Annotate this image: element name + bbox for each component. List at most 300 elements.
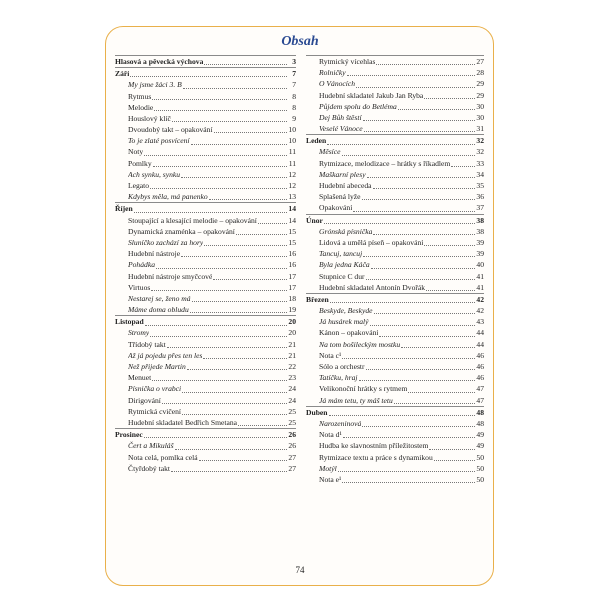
entry-page-number: 25 [288,417,296,427]
entry-title: Dej Bůh štěstí [319,112,362,122]
dot-leader [190,312,287,313]
entry-title: Rytmizace textu a práce s dynamikou [319,452,433,462]
toc-entry[interactable] [115,372,296,383]
dot-leader [144,155,287,156]
entry-title: Rytmický vícehlas [319,56,376,66]
toc-entry[interactable] [306,339,484,350]
entry-page-number: 22 [288,362,296,372]
entry-page-number: 46 [476,373,484,383]
dot-leader [342,155,475,156]
entry-title: Menuet [128,373,152,383]
entry-title: Veselé Vánoce [319,124,363,134]
dot-leader [327,144,475,145]
toc-entry[interactable] [115,304,296,315]
entry-page-number: 44 [476,328,484,338]
toc-section [115,202,296,315]
entry-title: Grónská písnička [319,226,373,236]
page-title: Obsah [281,34,319,49]
toc-entry[interactable] [115,113,296,124]
entry-title: Rytmizace, melodizace – hrátky s říkadlem [319,158,451,168]
toc-entry[interactable] [115,361,296,372]
entry-page-number: 11 [288,147,296,157]
entry-page-number: 46 [476,350,484,360]
toc-section-heading[interactable] [115,67,296,79]
toc-entry[interactable] [306,259,484,270]
entry-title: Hudba ke slavnostním příležitostem [319,441,429,451]
toc-entry[interactable] [115,417,296,428]
dot-leader [429,449,475,450]
entry-page-number: 49 [476,441,484,451]
toc-section [306,293,484,406]
dot-leader [408,392,475,393]
toc-section [115,428,296,474]
section-page-number: 3 [292,56,296,66]
entry-page-number: 7 [292,80,296,90]
toc-entry[interactable] [306,429,484,440]
dot-leader [426,290,475,291]
dot-leader [379,336,475,337]
toc-entry[interactable] [115,158,296,169]
dot-leader [373,188,476,189]
entry-page-number: 23 [288,373,296,383]
dot-leader [152,99,287,100]
entry-title: Legato [128,181,150,191]
dot-leader [398,109,475,110]
dot-leader [150,188,287,189]
entry-title: Rolničky [319,68,346,78]
toc-entry[interactable] [306,271,484,282]
toc-entry[interactable] [115,102,296,113]
toc-left-column [115,56,296,474]
entry-title: Půjdem spolu do Betléma [319,101,397,111]
entry-page-number: 39 [476,249,484,259]
toc-entry[interactable] [306,463,484,474]
dot-leader [167,347,287,348]
toc-section-heading[interactable] [306,406,484,418]
entry-title: Třídobý takt [128,339,166,349]
dot-leader [191,144,287,145]
entry-page-number: 17 [288,271,296,281]
section-page-number: 32 [476,136,484,146]
toc-entry[interactable] [306,452,484,463]
dot-leader [343,437,475,438]
entry-title: Tatíčku, hraj [319,373,358,383]
dot-leader [424,245,475,246]
toc-section-heading[interactable] [306,214,484,226]
entry-title: Lidová a umělá píseň – opakování [319,237,424,247]
entry-title: Čtyřdobý takt [128,463,170,473]
entry-page-number: 35 [476,181,484,191]
toc-entry[interactable] [306,328,484,339]
entry-title: Melodie [128,102,154,112]
section-page-number: 14 [288,204,296,214]
dot-leader [204,64,287,65]
entry-page-number: 18 [288,293,296,303]
dot-leader [152,380,287,381]
toc-entry[interactable] [306,101,484,112]
entry-title: Hudební skladatel Bedřich Smetana [128,417,238,427]
section-heading-text: Prosinec [115,430,143,440]
entry-title: Stromy [128,328,150,338]
dot-leader [394,403,475,404]
section-page-number: 26 [288,430,296,440]
entry-page-number: 34 [476,169,484,179]
dot-leader [145,325,287,326]
toc-section [306,214,484,293]
toc-entry[interactable] [306,282,484,293]
dot-leader [151,290,287,291]
dot-leader [371,268,475,269]
dot-leader [347,75,475,76]
entry-title: Pomlky [128,158,152,168]
section-page-number: 7 [292,69,296,79]
toc-section-heading[interactable] [306,293,484,305]
toc-entry[interactable] [306,383,484,394]
dot-leader [353,211,475,212]
dot-leader [183,88,287,89]
toc-entry[interactable] [306,248,484,259]
entry-page-number: 47 [476,384,484,394]
toc-entry[interactable] [115,406,296,417]
entry-title: Dynamická znaménka – opakování [128,226,235,236]
entry-page-number: 19 [288,305,296,315]
entry-page-number: 25 [288,406,296,416]
entry-page-number: 40 [476,260,484,270]
entry-title: Já mám tetu, ty máš tetu [319,395,393,405]
toc-entry[interactable] [306,169,484,180]
entry-page-number: 44 [476,339,484,349]
entry-title: Stupnice C dur [319,271,365,281]
dot-leader [153,166,287,167]
entry-title: Hudební nástroje [128,249,181,259]
entry-page-number: 50 [476,452,484,462]
toc-entry[interactable] [306,361,484,372]
dot-leader [451,166,475,167]
entry-title: Opakování [319,203,353,213]
entry-title: Měsíce [319,147,341,157]
dot-leader [203,358,287,359]
toc-entry[interactable] [306,418,484,429]
entry-page-number: 26 [288,441,296,451]
section-page-number: 20 [288,317,296,327]
entry-title: Hudební skladatel Antonín Dvořák [319,282,426,292]
toc-entry[interactable] [306,112,484,123]
dot-leader [154,110,287,111]
entry-page-number: 8 [292,102,296,112]
dot-leader [338,471,475,472]
toc-entry[interactable] [306,67,484,78]
dot-leader [181,256,287,257]
toc-entry[interactable] [115,350,296,361]
dot-leader [364,131,475,132]
entry-page-number: 10 [288,136,296,146]
entry-title: Dirigování [128,395,161,405]
toc-section [306,56,484,134]
entry-title: Ach synku, synku [128,169,181,179]
entry-title: To je zlaté posvícení [128,136,190,146]
entry-page-number: 15 [288,226,296,236]
entry-title: Noty [128,147,144,157]
entry-page-number: 10 [288,125,296,135]
dot-leader [366,369,475,370]
entry-page-number: 36 [476,192,484,202]
entry-page-number: 37 [476,203,484,213]
entry-page-number: 16 [288,249,296,259]
dot-leader [192,301,287,302]
entry-title: Nota e¹ [319,474,342,484]
toc-entry[interactable] [115,282,296,293]
toc-entry[interactable] [306,474,484,485]
entry-page-number: 9 [292,113,296,123]
toc-entry[interactable] [115,259,296,270]
toc-entry[interactable] [115,124,296,135]
entry-page-number: 29 [476,90,484,100]
toc-entry[interactable] [306,56,484,67]
entry-page-number: 38 [476,226,484,236]
toc-entry[interactable] [115,440,296,451]
dot-leader [134,212,287,213]
entry-title: Nestarej se, ženo má [128,293,191,303]
dot-leader [434,460,475,461]
section-page-number: 38 [476,215,484,225]
entry-page-number: 33 [476,158,484,168]
entry-page-number: 30 [476,101,484,111]
entry-title: Hudební abeceda [319,181,372,191]
dot-leader [370,325,476,326]
dot-leader [324,223,475,224]
toc-entry[interactable] [115,191,296,202]
toc-entry[interactable] [115,248,296,259]
section-heading-text: Listopad [115,317,144,327]
toc-entry[interactable] [115,271,296,282]
entry-page-number: 21 [288,350,296,360]
entry-page-number: 47 [476,395,484,405]
toc-entry[interactable] [306,316,484,327]
section-heading-text: Leden [306,136,327,146]
entry-page-number: 24 [288,384,296,394]
entry-title: Velikonoční hrátky s rytmem [319,384,408,394]
entry-page-number: 42 [476,306,484,316]
entry-title: Nota c¹ [319,350,342,360]
entry-page-number: 41 [476,282,484,292]
toc-entry[interactable] [115,395,296,406]
toc-entry[interactable] [115,135,296,146]
entry-page-number: 39 [476,237,484,247]
entry-title: Stoupající a klesající melodie – opakování [128,215,257,225]
toc-entry[interactable] [115,226,296,237]
dot-leader [374,313,475,314]
toc-entry[interactable] [306,78,484,89]
dot-leader [329,415,475,416]
entry-page-number: 30 [476,112,484,122]
dot-leader [213,279,287,280]
toc-section-heading[interactable] [115,315,296,327]
toc-section [115,56,296,67]
section-page-number: 42 [476,294,484,304]
dot-leader [162,403,287,404]
entry-page-number: 13 [288,192,296,202]
section-heading-text: Duben [306,407,328,417]
toc-entry[interactable] [115,383,296,394]
entry-title: Rytmická cvičení [128,406,182,416]
section-heading-text: Únor [306,215,323,225]
toc-entry[interactable] [115,215,296,226]
toc-entry[interactable] [115,463,296,474]
dot-leader [342,358,475,359]
toc-entry[interactable] [115,169,296,180]
dot-leader [187,369,287,370]
entry-title: Až já pojedu přes ten les [128,350,203,360]
toc-entry[interactable] [115,452,296,463]
entry-title: Hudební skladatel Jakub Jan Ryba [319,90,424,100]
section-heading-text: Září [115,69,130,79]
toc-entry[interactable] [306,123,484,134]
dot-leader [238,425,287,426]
section-heading-text: Hlasová a pěvecká výchova [115,56,204,66]
dot-leader [373,234,475,235]
entry-page-number: 27 [288,452,296,462]
entry-page-number: 8 [292,91,296,101]
toc-section [115,315,296,428]
entry-page-number: 12 [288,181,296,191]
entry-page-number: 46 [476,362,484,372]
toc-entry[interactable] [306,372,484,383]
dot-leader [182,414,287,415]
entry-title: Čert a Mikuláš [128,441,174,451]
toc-entry[interactable] [115,237,296,248]
dot-leader [363,256,475,257]
toc-section-heading[interactable] [115,56,296,67]
toc-section-heading[interactable] [115,428,296,440]
toc-entry[interactable] [115,180,296,191]
entry-title: Nota d¹ [319,430,342,440]
entry-page-number: 20 [288,328,296,338]
dot-leader [156,268,287,269]
toc-section-heading[interactable] [306,134,484,146]
toc-section-heading[interactable] [115,202,296,214]
toc-entry[interactable] [306,440,484,451]
entry-page-number: 24 [288,395,296,405]
entry-title: Houslový klíč [128,113,171,123]
toc-entry[interactable] [306,180,484,191]
toc-entry[interactable] [306,350,484,361]
entry-title: Kánon – opakování [319,328,379,338]
entry-title: Já husárek malý [319,317,369,327]
entry-title: Kdybys měla, má panenko [128,192,208,202]
toc-entry[interactable] [306,226,484,237]
dot-leader [258,223,287,224]
entry-title: Narozeninová [319,418,362,428]
toc-entry[interactable] [306,147,484,158]
dot-leader [366,279,475,280]
toc-entry[interactable] [115,328,296,339]
section-page-number: 48 [476,407,484,417]
entry-page-number: 16 [288,260,296,270]
toc-entry[interactable] [306,305,484,316]
dot-leader [363,120,475,121]
toc-entry[interactable] [115,91,296,102]
dot-leader [182,392,287,393]
toc-entry[interactable] [306,158,484,169]
dot-leader [356,87,475,88]
entry-title: Virtuos [128,282,151,292]
entry-page-number: 43 [476,317,484,327]
entry-page-number: 11 [288,158,296,168]
dot-leader [359,380,475,381]
dot-leader [130,76,287,77]
toc-entry[interactable] [115,147,296,158]
entry-title: Byla jedna Káča [319,260,370,270]
toc-entry[interactable] [306,202,484,213]
entry-title: O Vánocích [319,79,356,89]
dot-leader [401,347,475,348]
toc-section [306,406,484,485]
entry-title: Sluníčko zachází za hory [128,237,204,247]
dot-leader [171,471,287,472]
entry-page-number: 12 [288,169,296,179]
toc-entry[interactable] [306,90,484,101]
entry-title: Písnička o vrabci [128,384,182,394]
dot-leader [330,302,475,303]
dot-leader [150,336,287,337]
dot-leader [214,132,287,133]
entry-title: Než přijede Martin [128,362,186,372]
dot-leader [175,449,287,450]
entry-title: Sólo a orchestr [319,362,365,372]
dot-leader [144,437,287,438]
toc-entry[interactable] [306,237,484,248]
dot-leader [362,426,475,427]
toc-entry[interactable] [306,191,484,202]
entry-page-number: 21 [288,339,296,349]
dot-leader [209,199,287,200]
dot-leader [342,482,475,483]
entry-page-number: 49 [476,430,484,440]
toc-entry[interactable] [115,339,296,350]
dot-leader [362,199,475,200]
entry-title: Maškarní plesy [319,169,366,179]
entry-title: Splašená lyže [319,192,361,202]
entry-title: Beskyde, Beskyde [319,306,373,316]
entry-title: My jsme žáci 3. B [128,80,182,90]
entry-title: Motýl [319,463,337,473]
entry-page-number: 27 [476,56,484,66]
toc-section [115,67,296,202]
toc-entry[interactable] [115,293,296,304]
entry-title: Pohádka [128,260,155,270]
entry-page-number: 41 [476,271,484,281]
dot-leader [172,121,287,122]
entry-title: Máme doma obludu [128,305,189,315]
page-number: 74 [295,565,305,575]
dot-leader [367,177,475,178]
entry-title: Rytmus [128,91,152,101]
entry-title: Na tom bošileckým mostku [319,339,401,349]
toc-entry[interactable] [115,79,296,90]
entry-page-number: 27 [288,463,296,473]
toc-section [306,134,484,213]
entry-page-number: 15 [288,237,296,247]
entry-page-number: 50 [476,463,484,473]
entry-page-number: 31 [476,124,484,134]
dot-leader [204,245,287,246]
entry-page-number: 29 [476,79,484,89]
toc-entry[interactable] [306,395,484,406]
dot-leader [181,177,287,178]
entry-title: Dvoudobý takt – opakování [128,125,213,135]
entry-title: Hudební nástroje smyčcové [128,271,213,281]
section-heading-text: Říjen [115,204,133,214]
